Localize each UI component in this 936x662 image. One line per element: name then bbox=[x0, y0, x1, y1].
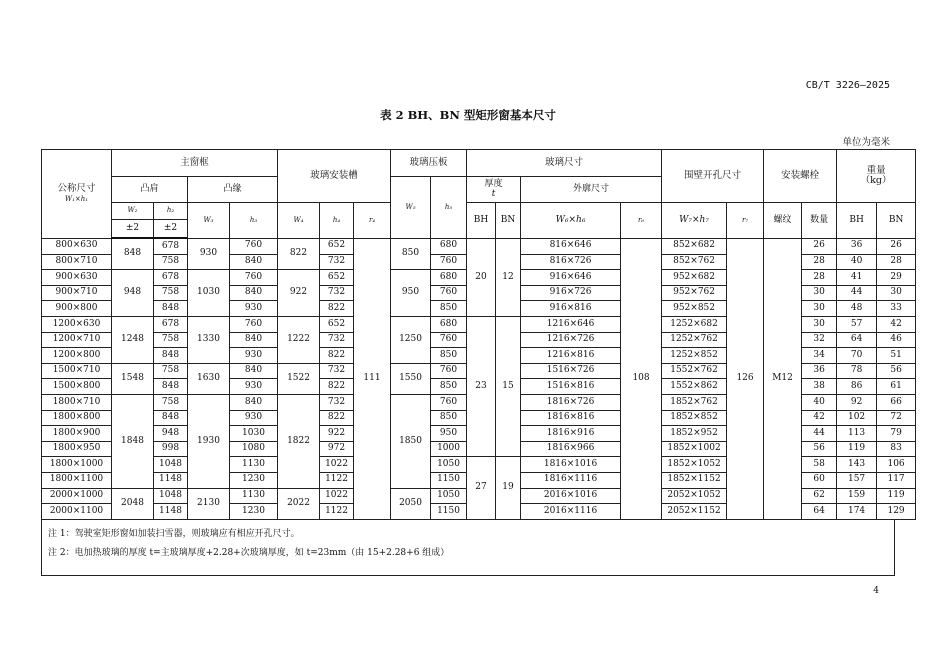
header-nominal: 公称尺寸 W₁×h₁ bbox=[42, 150, 112, 239]
cell-nominal: 2000×1000 bbox=[42, 488, 112, 504]
cell-h3: 760 bbox=[230, 270, 278, 286]
cell-weight-bn: 72 bbox=[877, 410, 916, 426]
cell-opening: 1852×852 bbox=[662, 410, 727, 426]
header-groove: 玻璃安装槽 bbox=[278, 150, 391, 203]
cell-weight-bn: 33 bbox=[877, 301, 916, 317]
cell-h4: 652 bbox=[320, 316, 354, 332]
header-t-bh: BH bbox=[467, 203, 496, 239]
cell-qty: 32 bbox=[802, 332, 837, 348]
cell-h5: 760 bbox=[431, 332, 467, 348]
cell-w5: 850 bbox=[391, 238, 431, 270]
cell-h5: 850 bbox=[431, 348, 467, 364]
cell-weight-bh: 36 bbox=[837, 238, 877, 254]
header-opening: 围壁开孔尺寸 bbox=[662, 150, 764, 203]
header-plate: 玻璃压板 bbox=[391, 150, 467, 177]
cell-qty: 28 bbox=[802, 270, 837, 286]
cell-outline: 1516×726 bbox=[521, 363, 621, 379]
cell-w2: 948 bbox=[112, 270, 154, 317]
cell-h5: 680 bbox=[431, 270, 467, 286]
cell-h5: 1150 bbox=[431, 472, 467, 488]
cell-w5: 1250 bbox=[391, 316, 431, 363]
cell-qty: 36 bbox=[802, 363, 837, 379]
cell-w2: 848 bbox=[112, 238, 154, 270]
cell-h5: 680 bbox=[431, 316, 467, 332]
header-weight-bh: BH bbox=[837, 203, 877, 239]
cell-t-bh: 20 bbox=[467, 238, 496, 316]
cell-outline: 1816×1116 bbox=[521, 472, 621, 488]
cell-h4: 732 bbox=[320, 363, 354, 379]
cell-weight-bh: 113 bbox=[837, 426, 877, 442]
header-bolt: 安装螺栓 bbox=[764, 150, 837, 203]
cell-t-bh: 27 bbox=[467, 457, 496, 519]
cell-h3: 930 bbox=[230, 301, 278, 317]
cell-h2: 758 bbox=[154, 363, 188, 379]
cell-nominal: 900×800 bbox=[42, 301, 112, 317]
cell-nominal: 900×630 bbox=[42, 270, 112, 286]
cell-w2: 1548 bbox=[112, 363, 154, 394]
cell-h3: 840 bbox=[230, 285, 278, 301]
page-number: 4 bbox=[873, 586, 879, 596]
cell-qty: 26 bbox=[802, 238, 837, 254]
cell-qty: 64 bbox=[802, 504, 837, 520]
cell-weight-bn: 46 bbox=[877, 332, 916, 348]
cell-h3: 840 bbox=[230, 254, 278, 270]
note-2: 注 2：电加热玻璃的厚度 t=主玻璃厚度+2.28+次玻璃厚度，如 t=23mm（由 15+2.28+6 组成） bbox=[48, 547, 450, 558]
cell-h5: 760 bbox=[431, 363, 467, 379]
cell-opening: 852×762 bbox=[662, 254, 727, 270]
cell-w2: 2048 bbox=[112, 488, 154, 519]
cell-w5: 1850 bbox=[391, 394, 431, 488]
cell-opening: 1252×762 bbox=[662, 332, 727, 348]
cell-h5: 1000 bbox=[431, 441, 467, 457]
cell-weight-bh: 48 bbox=[837, 301, 877, 317]
cell-nominal: 1200×710 bbox=[42, 332, 112, 348]
header-h3: h₃ bbox=[230, 203, 278, 239]
cell-h5: 1050 bbox=[431, 457, 467, 473]
cell-w3: 1330 bbox=[188, 316, 230, 363]
cell-weight-bn: 117 bbox=[877, 472, 916, 488]
cell-opening: 852×682 bbox=[662, 238, 727, 254]
dimension-table bbox=[41, 149, 916, 520]
dimension-table-container bbox=[41, 149, 905, 576]
header-w4: W₄ bbox=[278, 203, 320, 239]
cell-opening: 952×852 bbox=[662, 301, 727, 317]
cell-weight-bh: 159 bbox=[837, 488, 877, 504]
cell-nominal: 1200×630 bbox=[42, 316, 112, 332]
standard-code: CB/T 3226—2025 bbox=[805, 80, 890, 91]
header-thickness: 厚度 t bbox=[467, 177, 521, 203]
cell-qty: 40 bbox=[802, 394, 837, 410]
cell-w3: 930 bbox=[188, 238, 230, 270]
cell-w3: 1030 bbox=[188, 270, 230, 317]
cell-qty: 62 bbox=[802, 488, 837, 504]
cell-t-bh: 23 bbox=[467, 316, 496, 456]
cell-h4: 1122 bbox=[320, 504, 354, 520]
cell-r7: 126 bbox=[727, 238, 764, 519]
cell-h2: 678 bbox=[154, 270, 188, 286]
table-title: 表 2 BH、BN 型矩形窗基本尺寸 bbox=[380, 108, 556, 122]
header-r4: r₄ bbox=[354, 203, 391, 239]
cell-h2: 848 bbox=[154, 379, 188, 395]
cell-weight-bh: 174 bbox=[837, 504, 877, 520]
cell-weight-bn: 42 bbox=[877, 316, 916, 332]
cell-h2: 758 bbox=[154, 285, 188, 301]
cell-w4: 2022 bbox=[278, 488, 320, 519]
cell-weight-bh: 157 bbox=[837, 472, 877, 488]
cell-h2: 758 bbox=[154, 332, 188, 348]
cell-h2: 678 bbox=[154, 316, 188, 332]
cell-h2: 848 bbox=[154, 348, 188, 364]
cell-h2: 758 bbox=[154, 254, 188, 270]
cell-qty: 30 bbox=[802, 285, 837, 301]
cell-h4: 732 bbox=[320, 254, 354, 270]
cell-qty: 30 bbox=[802, 316, 837, 332]
cell-h4: 652 bbox=[320, 238, 354, 254]
cell-weight-bn: 119 bbox=[877, 488, 916, 504]
cell-h4: 732 bbox=[320, 285, 354, 301]
cell-h5: 850 bbox=[431, 301, 467, 317]
header-t-bn: BN bbox=[496, 203, 521, 239]
cell-h4: 822 bbox=[320, 410, 354, 426]
cell-w4: 1222 bbox=[278, 316, 320, 363]
cell-h4: 822 bbox=[320, 379, 354, 395]
cell-w5: 2050 bbox=[391, 488, 431, 519]
header-flange: 凸缘 bbox=[188, 177, 278, 203]
cell-weight-bh: 70 bbox=[837, 348, 877, 364]
cell-qty: 44 bbox=[802, 426, 837, 442]
cell-w3: 2130 bbox=[188, 488, 230, 519]
cell-nominal: 800×710 bbox=[42, 254, 112, 270]
header-weight: 重量 （kg） bbox=[837, 150, 916, 203]
note-1: 注 1：驾驶室矩形窗如加装扫雪器，则玻璃应有相应开孔尺寸。 bbox=[48, 528, 300, 539]
cell-h3: 1230 bbox=[230, 504, 278, 520]
cell-nominal: 1800×710 bbox=[42, 394, 112, 410]
cell-thread: M12 bbox=[764, 238, 802, 519]
unit-note: 单位为毫米 bbox=[842, 137, 890, 148]
cell-w5: 950 bbox=[391, 270, 431, 317]
cell-nominal: 1800×950 bbox=[42, 441, 112, 457]
cell-outline: 1816×816 bbox=[521, 410, 621, 426]
cell-weight-bn: 30 bbox=[877, 285, 916, 301]
header-qty: 数量 bbox=[802, 203, 837, 239]
cell-weight-bn: 66 bbox=[877, 394, 916, 410]
cell-qty: 60 bbox=[802, 472, 837, 488]
cell-outline: 1516×816 bbox=[521, 379, 621, 395]
cell-h3: 930 bbox=[230, 379, 278, 395]
cell-qty: 56 bbox=[802, 441, 837, 457]
notes-box bbox=[41, 520, 895, 576]
cell-h4: 1022 bbox=[320, 457, 354, 473]
cell-weight-bn: 106 bbox=[877, 457, 916, 473]
cell-w3: 1630 bbox=[188, 363, 230, 394]
cell-weight-bn: 51 bbox=[877, 348, 916, 364]
cell-weight-bh: 92 bbox=[837, 394, 877, 410]
cell-weight-bh: 41 bbox=[837, 270, 877, 286]
cell-h3: 760 bbox=[230, 316, 278, 332]
table-body bbox=[42, 238, 916, 519]
cell-h3: 840 bbox=[230, 394, 278, 410]
header-tol-w2: ±2 bbox=[112, 220, 154, 239]
cell-t-bn: 15 bbox=[496, 316, 521, 456]
cell-w4: 1522 bbox=[278, 363, 320, 394]
cell-h5: 760 bbox=[431, 285, 467, 301]
cell-weight-bh: 44 bbox=[837, 285, 877, 301]
cell-weight-bh: 102 bbox=[837, 410, 877, 426]
cell-nominal: 1800×900 bbox=[42, 426, 112, 442]
header-h4: h₄ bbox=[320, 203, 354, 239]
cell-w4: 922 bbox=[278, 270, 320, 317]
cell-outline: 1216×816 bbox=[521, 348, 621, 364]
cell-opening: 952×762 bbox=[662, 285, 727, 301]
cell-h5: 760 bbox=[431, 394, 467, 410]
header-r7: r₇ bbox=[727, 203, 764, 239]
header-w6h6: W₆×h₆ bbox=[521, 203, 621, 239]
cell-h2: 1048 bbox=[154, 488, 188, 504]
cell-opening: 1252×852 bbox=[662, 348, 727, 364]
cell-opening: 1552×862 bbox=[662, 379, 727, 395]
cell-w4: 1822 bbox=[278, 394, 320, 488]
cell-w2: 1848 bbox=[112, 394, 154, 488]
cell-qty: 42 bbox=[802, 410, 837, 426]
cell-outline: 2016×1116 bbox=[521, 504, 621, 520]
cell-weight-bn: 61 bbox=[877, 379, 916, 395]
cell-qty: 38 bbox=[802, 379, 837, 395]
cell-outline: 1216×726 bbox=[521, 332, 621, 348]
cell-r6: 108 bbox=[621, 238, 662, 519]
cell-h3: 1080 bbox=[230, 441, 278, 457]
header-shoulder: 凸肩 bbox=[112, 177, 188, 203]
cell-outline: 816×726 bbox=[521, 254, 621, 270]
cell-outline: 1816×916 bbox=[521, 426, 621, 442]
header-r6: r₆ bbox=[621, 203, 662, 239]
cell-weight-bh: 119 bbox=[837, 441, 877, 457]
cell-nominal: 1800×1000 bbox=[42, 457, 112, 473]
cell-t-bn: 19 bbox=[496, 457, 521, 519]
cell-weight-bh: 143 bbox=[837, 457, 877, 473]
header-tol-h2: ±2 bbox=[154, 220, 188, 239]
cell-weight-bh: 57 bbox=[837, 316, 877, 332]
cell-h4: 732 bbox=[320, 332, 354, 348]
header-weight-bn: BN bbox=[877, 203, 916, 239]
cell-h5: 1050 bbox=[431, 488, 467, 504]
cell-qty: 30 bbox=[802, 301, 837, 317]
header-glass: 玻璃尺寸 bbox=[467, 150, 662, 177]
cell-weight-bh: 64 bbox=[837, 332, 877, 348]
cell-h4: 822 bbox=[320, 348, 354, 364]
cell-weight-bn: 83 bbox=[877, 441, 916, 457]
cell-h3: 930 bbox=[230, 348, 278, 364]
cell-opening: 952×682 bbox=[662, 270, 727, 286]
cell-h4: 732 bbox=[320, 394, 354, 410]
cell-h5: 950 bbox=[431, 426, 467, 442]
header-h5: h₅ bbox=[431, 177, 467, 239]
cell-h5: 850 bbox=[431, 379, 467, 395]
header-main-frame: 主窗框 bbox=[112, 150, 278, 177]
header-h2: h₂ bbox=[154, 203, 188, 220]
cell-nominal: 1800×1100 bbox=[42, 472, 112, 488]
cell-weight-bn: 56 bbox=[877, 363, 916, 379]
cell-opening: 1852×952 bbox=[662, 426, 727, 442]
cell-h2: 998 bbox=[154, 441, 188, 457]
cell-opening: 1252×682 bbox=[662, 316, 727, 332]
cell-outline: 916×816 bbox=[521, 301, 621, 317]
cell-nominal: 2000×1100 bbox=[42, 504, 112, 520]
cell-h4: 1022 bbox=[320, 488, 354, 504]
cell-nominal: 1200×800 bbox=[42, 348, 112, 364]
cell-opening: 1852×1152 bbox=[662, 472, 727, 488]
cell-opening: 2052×1152 bbox=[662, 504, 727, 520]
header-thread: 螺纹 bbox=[764, 203, 802, 239]
cell-h3: 840 bbox=[230, 363, 278, 379]
cell-h3: 930 bbox=[230, 410, 278, 426]
cell-opening: 1852×1052 bbox=[662, 457, 727, 473]
cell-opening: 1852×762 bbox=[662, 394, 727, 410]
cell-outline: 1816×1016 bbox=[521, 457, 621, 473]
cell-h2: 678 bbox=[154, 238, 188, 254]
cell-nominal: 1800×800 bbox=[42, 410, 112, 426]
cell-opening: 1552×762 bbox=[662, 363, 727, 379]
cell-r4: 111 bbox=[354, 238, 391, 519]
cell-h3: 1030 bbox=[230, 426, 278, 442]
cell-h4: 822 bbox=[320, 301, 354, 317]
cell-h2: 758 bbox=[154, 394, 188, 410]
cell-h2: 848 bbox=[154, 301, 188, 317]
cell-h2: 848 bbox=[154, 410, 188, 426]
header-w7h7: W₇×h₇ bbox=[662, 203, 727, 239]
cell-weight-bh: 40 bbox=[837, 254, 877, 270]
cell-h2: 1148 bbox=[154, 472, 188, 488]
cell-w2: 1248 bbox=[112, 316, 154, 363]
cell-opening: 2052×1052 bbox=[662, 488, 727, 504]
cell-h5: 680 bbox=[431, 238, 467, 254]
cell-qty: 28 bbox=[802, 254, 837, 270]
cell-w5: 1550 bbox=[391, 363, 431, 394]
cell-outline: 2016×1016 bbox=[521, 488, 621, 504]
cell-weight-bn: 129 bbox=[877, 504, 916, 520]
header-w2: W₂ bbox=[112, 203, 154, 220]
cell-weight-bh: 86 bbox=[837, 379, 877, 395]
cell-h3: 760 bbox=[230, 238, 278, 254]
cell-weight-bn: 26 bbox=[877, 238, 916, 254]
cell-h3: 1230 bbox=[230, 472, 278, 488]
cell-h5: 850 bbox=[431, 410, 467, 426]
cell-nominal: 1500×710 bbox=[42, 363, 112, 379]
header-outline: 外廓尺寸 bbox=[521, 177, 662, 203]
cell-h5: 1150 bbox=[431, 504, 467, 520]
cell-outline: 1216×646 bbox=[521, 316, 621, 332]
cell-qty: 34 bbox=[802, 348, 837, 364]
cell-h4: 652 bbox=[320, 270, 354, 286]
cell-h2: 1048 bbox=[154, 457, 188, 473]
cell-outline: 916×726 bbox=[521, 285, 621, 301]
cell-qty: 58 bbox=[802, 457, 837, 473]
cell-weight-bn: 29 bbox=[877, 270, 916, 286]
cell-h3: 840 bbox=[230, 332, 278, 348]
cell-weight-bn: 28 bbox=[877, 254, 916, 270]
cell-h2: 948 bbox=[154, 426, 188, 442]
cell-weight-bn: 79 bbox=[877, 426, 916, 442]
header-w5: W₅ bbox=[391, 177, 431, 239]
cell-h4: 972 bbox=[320, 441, 354, 457]
cell-h5: 760 bbox=[431, 254, 467, 270]
cell-h4: 922 bbox=[320, 426, 354, 442]
table-header bbox=[42, 150, 916, 239]
cell-w3: 1930 bbox=[188, 394, 230, 488]
cell-w4: 822 bbox=[278, 238, 320, 270]
cell-outline: 1816×966 bbox=[521, 441, 621, 457]
cell-h3: 1130 bbox=[230, 457, 278, 473]
header-w3: W₃ bbox=[188, 203, 230, 239]
cell-t-bn: 12 bbox=[496, 238, 521, 316]
cell-h3: 1130 bbox=[230, 488, 278, 504]
cell-weight-bh: 78 bbox=[837, 363, 877, 379]
cell-nominal: 1500×800 bbox=[42, 379, 112, 395]
table-row bbox=[42, 238, 916, 254]
cell-h4: 1122 bbox=[320, 472, 354, 488]
cell-outline: 1816×726 bbox=[521, 394, 621, 410]
cell-h2: 1148 bbox=[154, 504, 188, 520]
cell-opening: 1852×1002 bbox=[662, 441, 727, 457]
cell-outline: 816×646 bbox=[521, 238, 621, 254]
cell-nominal: 900×710 bbox=[42, 285, 112, 301]
cell-outline: 916×646 bbox=[521, 270, 621, 286]
cell-nominal: 800×630 bbox=[42, 238, 112, 254]
